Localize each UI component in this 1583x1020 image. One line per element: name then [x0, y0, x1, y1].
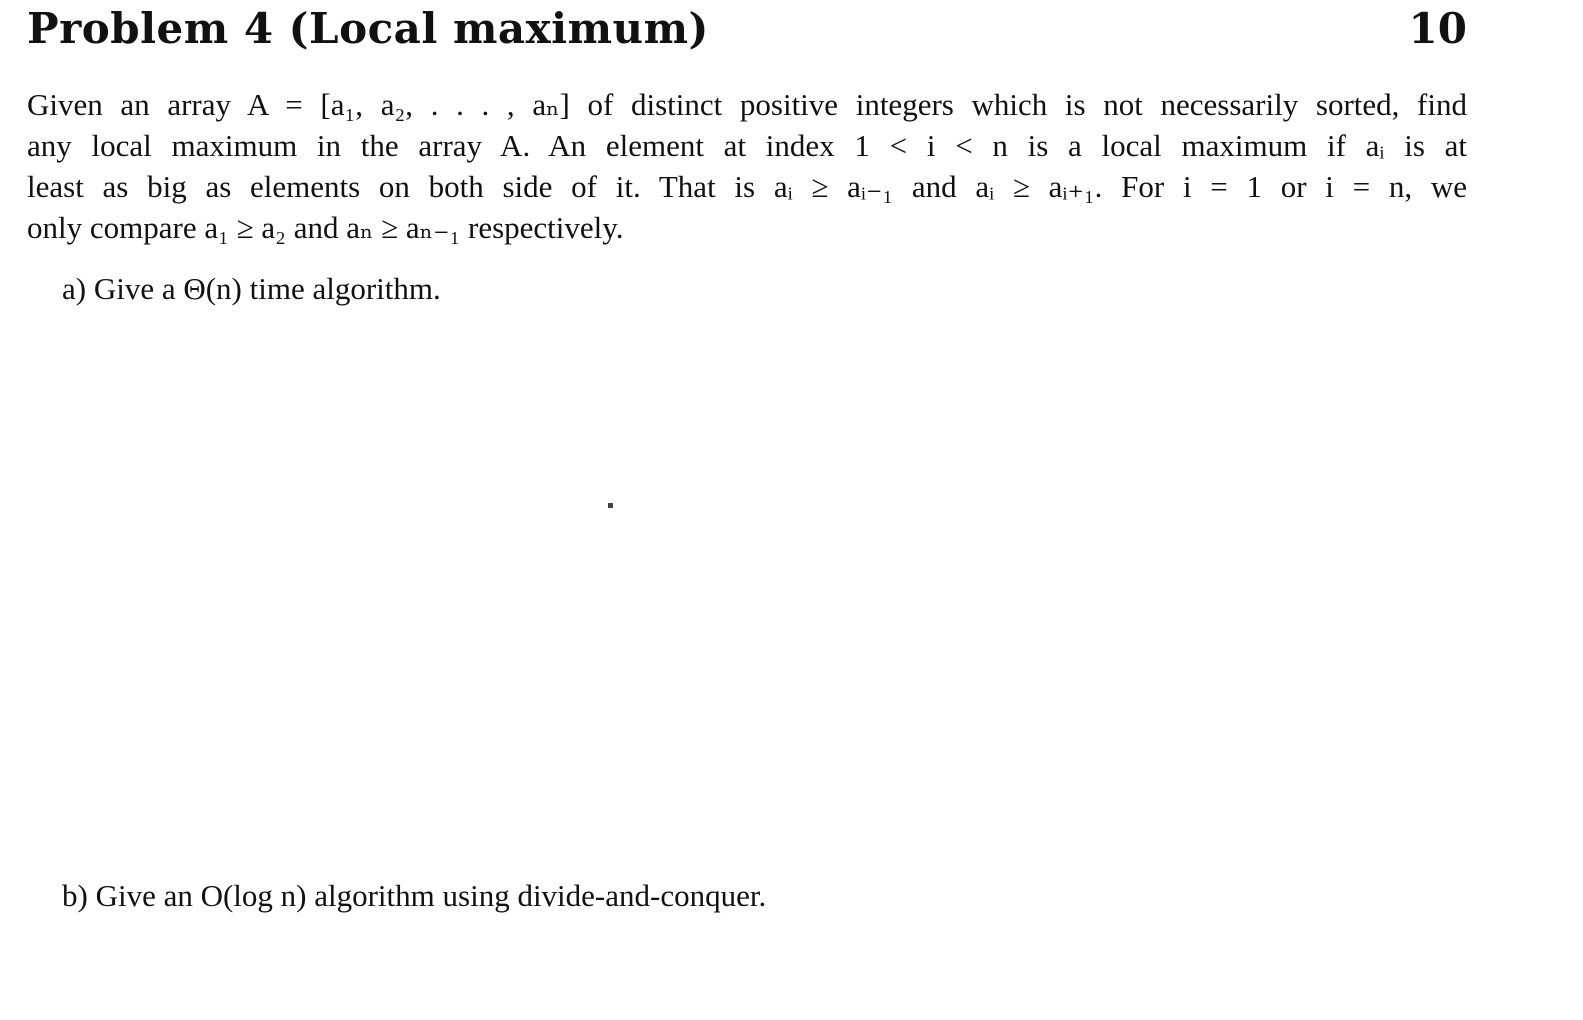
problem-title: Problem 4 (Local maximum) [27, 4, 709, 53]
part-a-question: a) Give a Θ(n) time algorithm. [62, 271, 441, 306]
statement-line-1: Given an array A = [a₁, a₂, . . . , aₙ] of distinct positive integers which is not necessarily sorted, find [27, 87, 1467, 122]
part-b-question: b) Give an O(log n) algorithm using divide-and-conquer. [62, 878, 767, 913]
statement-line-3: least as big as elements on both side of it. That is aᵢ ≥ aᵢ₋₁ and aᵢ ≥ aᵢ₊₁. For i = 1 or i = n, we [27, 169, 1467, 204]
statement-line-2: any local maximum in the array A. An element at index 1 < i < n is a local maximum if aᵢ is at [27, 128, 1467, 163]
problem-statement [27, 84, 1467, 248]
stray-dot-mark [608, 503, 613, 508]
problem-points: 10 [1408, 4, 1467, 53]
statement-line-4: only compare a₁ ≥ a₂ and aₙ ≥ aₙ₋₁ respectively. [27, 210, 624, 245]
